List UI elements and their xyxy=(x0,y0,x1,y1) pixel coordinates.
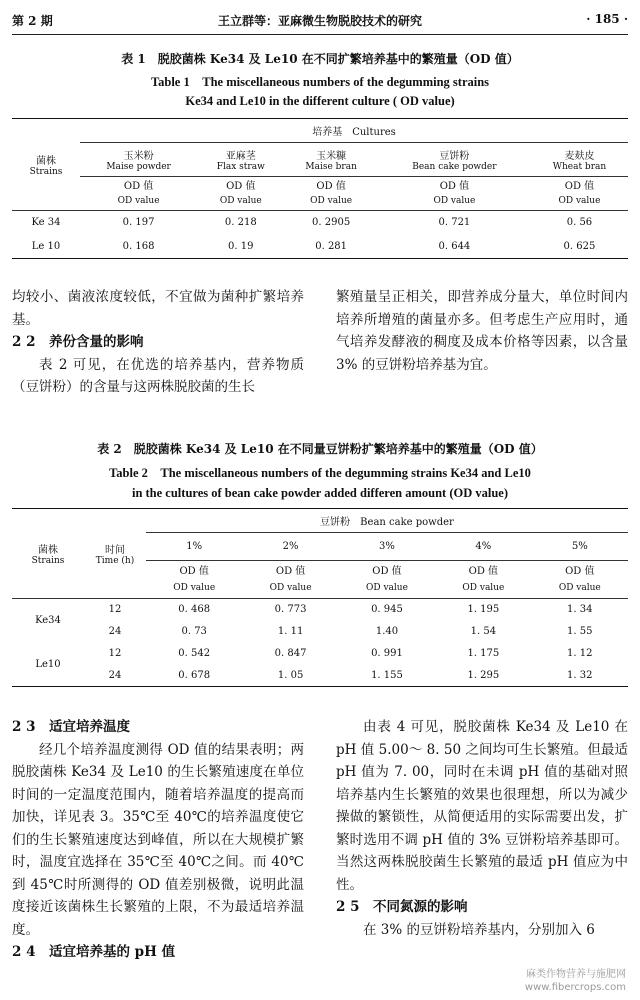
table-row: 24 0. 678 1. 05 1. 155 1. 295 1. 32 xyxy=(12,665,628,687)
section-heading-2-2: 2 2 养份含量的影响 xyxy=(12,334,144,350)
paragraph: 在 3% 的豆饼粉培养基内，分别加入 6 xyxy=(363,921,595,938)
watermark-line1: 麻类作物营养与施肥网 xyxy=(526,969,626,980)
text-block2-left-column xyxy=(12,716,304,964)
table2 xyxy=(12,508,628,687)
table1-strain-label-cn: 菌株 xyxy=(36,156,56,167)
text-block1-left-column xyxy=(12,286,304,399)
watermark xyxy=(525,968,626,994)
section-heading-2-4: 2 4 适宜培养基的 pH 值 xyxy=(12,944,176,960)
running-title: 王立群等：亚麻微生物脱胶技术的研究 xyxy=(217,14,422,28)
table2-caption-en-1: Table 2 The miscellaneous numbers of the degumming strains Ke34 and Le10 xyxy=(109,466,531,480)
table2-time-header: 时间 Time (h) xyxy=(84,509,146,599)
text-block2-right-column xyxy=(336,716,628,941)
page-number: · 185 · xyxy=(586,12,628,26)
table-row: Ke 34 0. 197 0. 218 0. 2905 0. 721 0. 56 xyxy=(31,217,593,229)
table-row: 24 0. 73 1. 11 1.40 1. 54 1. 55 xyxy=(108,626,593,637)
table1-caption-cn: 表 1 脱胶菌株 Ke34 及 Le10 在不同扩繁培养基中的繁殖量（OD 值） xyxy=(121,52,519,66)
table-row: Le 10 0. 168 0. 19 0. 281 0. 644 0. 625 xyxy=(12,235,628,259)
table2-unit-cn-row: OD 值 OD 值 OD 值 OD 值 OD 值 xyxy=(179,566,595,578)
table1-unit-en-row: OD value OD value OD value OD value OD value xyxy=(12,193,628,211)
table1-col-header: 豆饼粉 Bean cake powder xyxy=(378,143,531,177)
section-heading-2-5: 2 5 不同氮源的影响 xyxy=(336,899,468,915)
table1-caption-en-1: Table 1 The miscellaneous numbers of the degumming strains xyxy=(150,75,490,89)
table-row: Ke34 12 0. 468 0. 773 0. 945 1. 195 1. 34 xyxy=(12,599,628,621)
paragraph: 繁殖量呈正相关，即营养成分量大，单位时间内培养所增殖的菌量亦多。但考虑生产应用时，通气培养发酵液的稠度及成本价格等因素，以含量 3% 的豆饼粉培养基为宜。 xyxy=(336,289,628,373)
table2-group-header: 豆饼粉 Bean cake powder xyxy=(146,509,628,533)
table1-col-header: 麦麸皮 Wheat bran xyxy=(531,143,628,177)
table1-group-header: 培养基 Cultures xyxy=(80,119,628,143)
issue-number: 第 2 期 xyxy=(12,14,53,28)
table2-strain-header: 菌株 Strains xyxy=(12,509,84,599)
table1 xyxy=(12,118,628,259)
paragraph: 均较小、菌液浓度较低，不宜做为菌种扩繁培养基。 xyxy=(12,289,304,328)
table1-caption-en-2: Ke34 and Le10 in the different culture ( OD value) xyxy=(185,94,455,108)
section-heading-2-3: 2 3 适宜培养温度 xyxy=(12,719,130,735)
paragraph: 由表 4 可见，脱胶菌株 Ke34 及 Le10 在 pH 值 5.00～ 8. 50 之间均可生长繁殖。但最适 pH 值为 7. 00，同时在未调 pH 值的基础对照培养基内生长繁殖的效果也很理想，所以为减少操做的繁锁性，从简便适用的实际需要出发，扩繁时选用不调 pH 值的 3% 豆饼粉培养基即可。当然这两株脱胶菌生长繁殖的最适 pH 值应为中性。 xyxy=(336,719,628,893)
paragraph: 经几个培养温度测得 OD 值的结果表明；两脱胶菌株 Ke34 及 Le10 的生长繁殖速度在单位时间的一定温度范围内，随着培养温度的提高而加快，详见表 3。35℃至 40℃的培养温度使它们的生长繁殖速度达到峰值，所以在大规模扩繁时，温度宜选择在 35℃至 40℃之间。而 40℃到 45℃时所测得的 OD 值差别极微，说明此温度接近该菌株生长繁殖的上限，不为最适培养温度。 xyxy=(12,741,304,938)
table1-col-header: 玉米粉 Maise powder xyxy=(80,143,197,177)
table2-caption-en-2: in the cultures of bean cake powder added differen amount (OD value) xyxy=(131,486,509,500)
running-header xyxy=(12,8,628,32)
table1-unit-cn-row: OD 值 OD 值 OD 值 OD 值 OD 值 xyxy=(123,181,595,193)
strain-cell: Le10 xyxy=(35,658,61,670)
paragraph: 表 2 可见，在优选的培养基内，营养物质（豆饼粉）的含量与这两株脱胶菌的生长 xyxy=(12,356,304,395)
header-rule xyxy=(12,34,628,35)
table1-col-header: 亚麻茎 Flax straw xyxy=(197,143,284,177)
table2-column-headers: 1% 2% 3% 4% 5% xyxy=(12,533,628,561)
text-block1-right-column xyxy=(336,286,628,376)
watermark-line2: www.fibercrops.com xyxy=(524,982,626,993)
table2-caption-cn: 表 2 脱胶菌株 Ke34 及 Le10 在不同量豆饼粉扩繁培养基中的繁殖量（OD 值） xyxy=(97,442,543,456)
strain-cell: Ke34 xyxy=(35,615,61,627)
table1-col-header: 玉米糠 Maise bran xyxy=(284,143,377,177)
table1-column-headers xyxy=(12,143,628,177)
table1-strain-label-en: Strains xyxy=(29,167,63,177)
table1-strain-header xyxy=(12,119,80,211)
table-row: Le10 12 0. 542 0. 847 0. 991 1. 175 1. 12 xyxy=(12,643,628,665)
table2-unit-en-row: OD value OD value OD value OD value OD value xyxy=(12,579,628,599)
